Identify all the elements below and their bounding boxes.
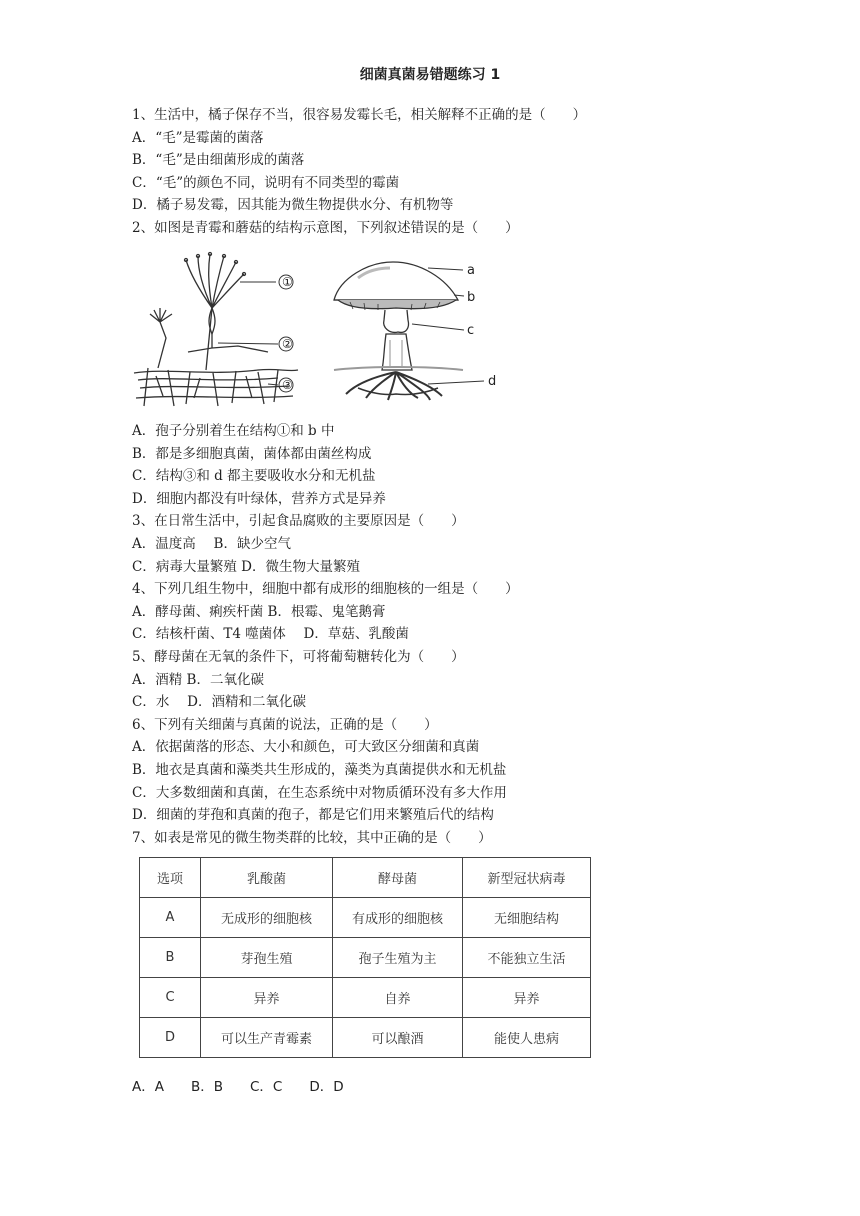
label-1: ① (282, 275, 293, 289)
table-cell: 不能独立生活 (463, 938, 591, 978)
text-line: 1、生活中，橘子保存不当，很容易发霉长毛，相关解释不正确的是（ ） (132, 107, 587, 123)
fungi-structure-figure (128, 248, 508, 413)
table-cell: 有成形的细胞核 (333, 898, 463, 938)
text-line: B．地衣是真菌和藻类共生形成的，藻类为真菌提供水和无机盐 (132, 761, 507, 778)
table-header-cell: 乳酸菌 (201, 858, 333, 898)
label-d: d (488, 374, 497, 389)
table-row (140, 898, 591, 938)
label-a: a (467, 263, 475, 278)
table-header-cell: 酵母菌 (333, 858, 463, 898)
penicillium-drawing (134, 253, 298, 407)
table-cell: 芽孢生殖 (201, 938, 333, 978)
table-cell: 异养 (463, 978, 591, 1018)
label-c: c (467, 323, 475, 338)
text-line: 3、在日常生活中，引起食品腐败的主要原因是（ ） (132, 513, 465, 530)
table-header-row (140, 858, 591, 898)
text-line: 2、如图是青霉和蘑菇的结构示意图，下列叙述错误的是（ ） (132, 219, 519, 236)
table-cell: D (140, 1018, 201, 1058)
question-block-bottom (132, 420, 772, 849)
text-line: A．酵母菌、痢疾杆菌 B．根霉、鬼笔鹅膏 (132, 603, 386, 620)
table-cell: 自养 (333, 978, 463, 1018)
text-line: B．“毛”是由细菌形成的菌落 (132, 152, 305, 169)
table-cell: 可以酿酒 (333, 1018, 463, 1058)
text-line: C．结构③和 d 都主要吸收水分和无机盐 (132, 468, 376, 485)
table-cell: C (140, 978, 201, 1018)
microbe-comparison-table (139, 857, 591, 1058)
label-3: ③ (282, 378, 293, 392)
text-line: A．依据菌落的形态、大小和颜色，可大致区分细菌和真菌 (132, 739, 480, 756)
table-cell: B (140, 938, 201, 978)
table-cell: 孢子生殖为主 (333, 938, 463, 978)
text-line: A．“毛”是霉菌的菌落 (132, 129, 264, 146)
text-line: 4、下列几组生物中，细胞中都有成形的细胞核的一组是（ ） (132, 581, 519, 598)
text-line: B．都是多细胞真菌，菌体都由菌丝构成 (132, 445, 372, 462)
label-2: ② (282, 337, 293, 351)
text-line: D．细菌的芽孢和真菌的孢子，都是它们用来繁殖后代的结构 (132, 807, 494, 824)
mushroom-labels (467, 263, 496, 389)
text-line: 5、酵母菌在无氧的条件下，可将葡萄糖转化为（ ） (132, 648, 465, 665)
text-line: C．大多数细菌和真菌，在生态系统中对物质循环没有多大作用 (132, 784, 507, 801)
table-cell: 异养 (201, 978, 333, 1018)
page-title: 细菌真菌易错题练习 1 (359, 67, 501, 83)
table-header-cell: 新型冠状病毒 (463, 858, 591, 898)
table-row (140, 1018, 591, 1058)
answer-options: A．A B．B C．C D．D (132, 1079, 344, 1095)
text-line: 7、如表是常见的微生物类群的比较，其中正确的是（ ） (132, 829, 492, 846)
text-line: C．结核杆菌、T4 噬菌体 D．草菇、乳酸菌 (132, 626, 409, 643)
table-cell: 能使人患病 (463, 1018, 591, 1058)
text-line: C．水 D．酒精和二氧化碳 (132, 694, 306, 711)
text-line: A．孢子分别着生在结构①和 b 中 (132, 423, 335, 439)
table-row (140, 978, 591, 1018)
table-row (140, 938, 591, 978)
text-line: A．温度高 B．缺少空气 (132, 535, 291, 552)
text-line: D．橘子易发霉，因其能为微生物提供水分、有机物等 (132, 197, 454, 214)
text-line: C．病毒大量繁殖 D．微生物大量繁殖 (132, 558, 360, 575)
text-line: C．“毛”的颜色不同，说明有不同类型的霉菌 (132, 174, 400, 191)
table-header-cell: 选项 (140, 858, 201, 898)
question-block-top (132, 104, 772, 240)
mushroom-drawing (334, 262, 484, 400)
table-cell: 无成形的细胞核 (201, 898, 333, 938)
table-cell: A (140, 898, 201, 938)
label-b: b (467, 290, 476, 305)
text-line: 6、下列有关细菌与真菌的说法，正确的是（ ） (132, 716, 438, 733)
text-line: D．细胞内都没有叶绿体，营养方式是异养 (132, 490, 386, 507)
table-cell: 可以生产青霉素 (201, 1018, 333, 1058)
penicillium-labels (279, 275, 293, 392)
text-line: A．酒精 B．二氧化碳 (132, 671, 264, 688)
table-cell: 无细胞结构 (463, 898, 591, 938)
